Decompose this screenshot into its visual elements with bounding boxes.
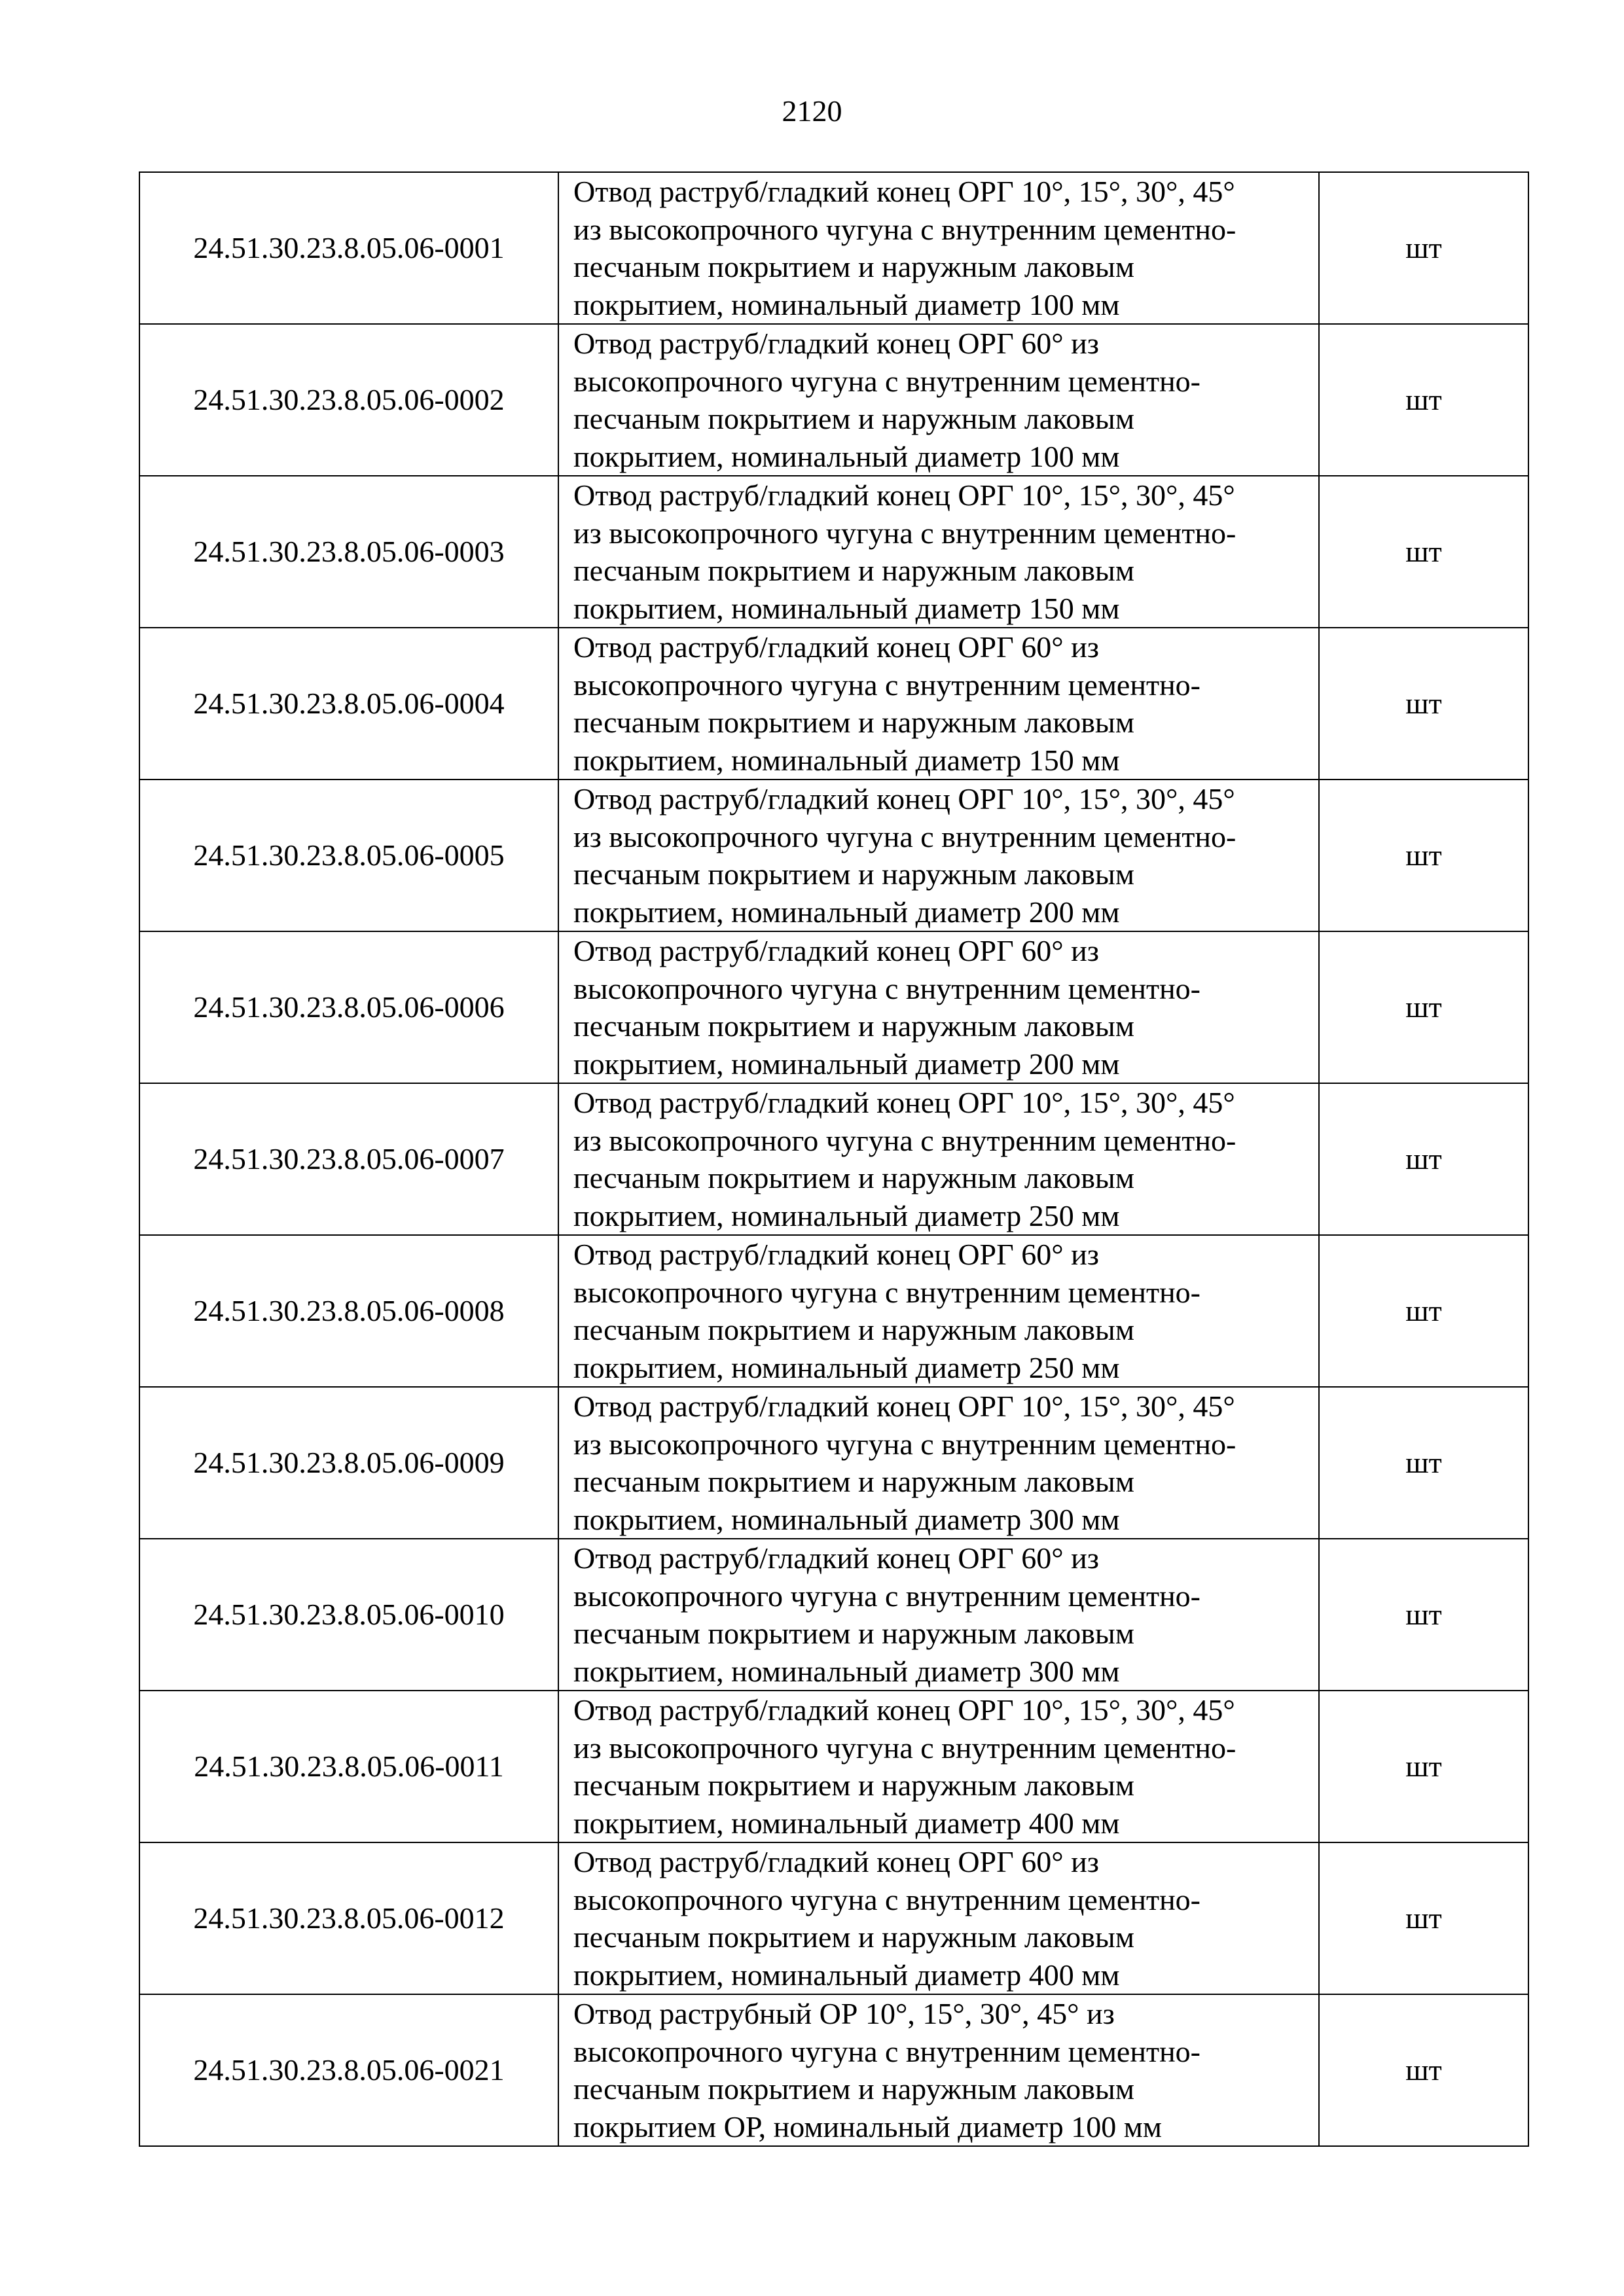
resource-code: 24.51.30.23.8.05.06-0002 xyxy=(139,324,558,476)
resource-description: Отвод раструб/гладкий конец ОРГ 10°, 15°, 30°, 45° из высокопрочного чугуна с внутренним цементно- песчаным покрытием и наружным лаковым покрытием, номинальный диаметр 200 мм xyxy=(558,780,1319,931)
resource-description: Отвод раструб/гладкий конец ОРГ 60° из высокопрочного чугуна с внутренним цементно- песчаным покрытием и наружным лаковым покрытием, номинальный диаметр 250 мм xyxy=(558,1235,1319,1387)
table-row xyxy=(139,1083,1528,1235)
resource-code: 24.51.30.23.8.05.06-0008 xyxy=(139,1235,558,1387)
resource-code: 24.51.30.23.8.05.06-0006 xyxy=(139,931,558,1083)
resource-description: Отвод раструб/гладкий конец ОРГ 10°, 15°, 30°, 45° из высокопрочного чугуна с внутренним цементно- песчаным покрытием и наружным лаковым покрытием, номинальный диаметр 400 мм xyxy=(558,1691,1319,1842)
unit-of-measure: шт xyxy=(1319,1083,1528,1235)
resource-code: 24.51.30.23.8.05.06-0009 xyxy=(139,1387,558,1539)
resource-description: Отвод раструб/гладкий конец ОРГ 10°, 15°, 30°, 45° из высокопрочного чугуна с внутренним цементно- песчаным покрытием и наружным лаковым покрытием, номинальный диаметр 100 мм xyxy=(558,172,1319,324)
unit-of-measure: шт xyxy=(1319,1539,1528,1691)
resource-code: 24.51.30.23.8.05.06-0001 xyxy=(139,172,558,324)
unit-of-measure: шт xyxy=(1319,780,1528,931)
resource-description: Отвод раструб/гладкий конец ОРГ 60° из высокопрочного чугуна с внутренним цементно- песчаным покрытием и наружным лаковым покрытием, номинальный диаметр 100 мм xyxy=(558,324,1319,476)
resource-code: 24.51.30.23.8.05.06-0021 xyxy=(139,1994,558,2146)
resource-code: 24.51.30.23.8.05.06-0010 xyxy=(139,1539,558,1691)
unit-of-measure: шт xyxy=(1319,324,1528,476)
unit-of-measure: шт xyxy=(1319,628,1528,780)
table-row xyxy=(139,1994,1528,2146)
resource-code: 24.51.30.23.8.05.06-0007 xyxy=(139,1083,558,1235)
unit-of-measure: шт xyxy=(1319,1691,1528,1842)
resource-description: Отвод раструб/гладкий конец ОРГ 60° из высокопрочного чугуна с внутренним цементно- песчаным покрытием и наружным лаковым покрытием, номинальный диаметр 150 мм xyxy=(558,628,1319,780)
resource-code: 24.51.30.23.8.05.06-0011 xyxy=(139,1691,558,1842)
resource-code: 24.51.30.23.8.05.06-0012 xyxy=(139,1842,558,1994)
resource-description: Отвод раструбный ОР 10°, 15°, 30°, 45° из высокопрочного чугуна с внутренним цементно- песчаным покрытием и наружным лаковым покрытием ОР, номинальный диаметр 100 мм xyxy=(558,1994,1319,2146)
table-row xyxy=(139,1539,1528,1691)
resource-description: Отвод раструб/гладкий конец ОРГ 60° из высокопрочного чугуна с внутренним цементно- песчаным покрытием и наружным лаковым покрытием, номинальный диаметр 200 мм xyxy=(558,931,1319,1083)
unit-of-measure: шт xyxy=(1319,1842,1528,1994)
table-row xyxy=(139,1387,1528,1539)
resource-code: 24.51.30.23.8.05.06-0005 xyxy=(139,780,558,931)
unit-of-measure: шт xyxy=(1319,931,1528,1083)
unit-of-measure: шт xyxy=(1319,1387,1528,1539)
page-number: 2120 xyxy=(782,94,842,128)
table-row xyxy=(139,780,1528,931)
resource-code: 24.51.30.23.8.05.06-0003 xyxy=(139,476,558,628)
unit-of-measure: шт xyxy=(1319,1994,1528,2146)
unit-of-measure: шт xyxy=(1319,172,1528,324)
table-row xyxy=(139,324,1528,476)
table-row xyxy=(139,931,1528,1083)
unit-of-measure: шт xyxy=(1319,1235,1528,1387)
table-row xyxy=(139,172,1528,324)
table-row xyxy=(139,1842,1528,1994)
resource-code: 24.51.30.23.8.05.06-0004 xyxy=(139,628,558,780)
table-row xyxy=(139,1691,1528,1842)
resource-description: Отвод раструб/гладкий конец ОРГ 60° из высокопрочного чугуна с внутренним цементно- песчаным покрытием и наружным лаковым покрытием, номинальный диаметр 300 мм xyxy=(558,1539,1319,1691)
table-row xyxy=(139,1235,1528,1387)
resource-description: Отвод раструб/гладкий конец ОРГ 10°, 15°, 30°, 45° из высокопрочного чугуна с внутренним цементно- песчаным покрытием и наружным лаковым покрытием, номинальный диаметр 250 мм xyxy=(558,1083,1319,1235)
resource-table xyxy=(139,171,1529,2147)
resource-description: Отвод раструб/гладкий конец ОРГ 60° из высокопрочного чугуна с внутренним цементно- песчаным покрытием и наружным лаковым покрытием, номинальный диаметр 400 мм xyxy=(558,1842,1319,1994)
unit-of-measure: шт xyxy=(1319,476,1528,628)
resource-description: Отвод раструб/гладкий конец ОРГ 10°, 15°, 30°, 45° из высокопрочного чугуна с внутренним цементно- песчаным покрытием и наружным лаковым покрытием, номинальный диаметр 300 мм xyxy=(558,1387,1319,1539)
table-row xyxy=(139,628,1528,780)
table-row xyxy=(139,476,1528,628)
resource-description: Отвод раструб/гладкий конец ОРГ 10°, 15°, 30°, 45° из высокопрочного чугуна с внутренним цементно- песчаным покрытием и наружным лаковым покрытием, номинальный диаметр 150 мм xyxy=(558,476,1319,628)
